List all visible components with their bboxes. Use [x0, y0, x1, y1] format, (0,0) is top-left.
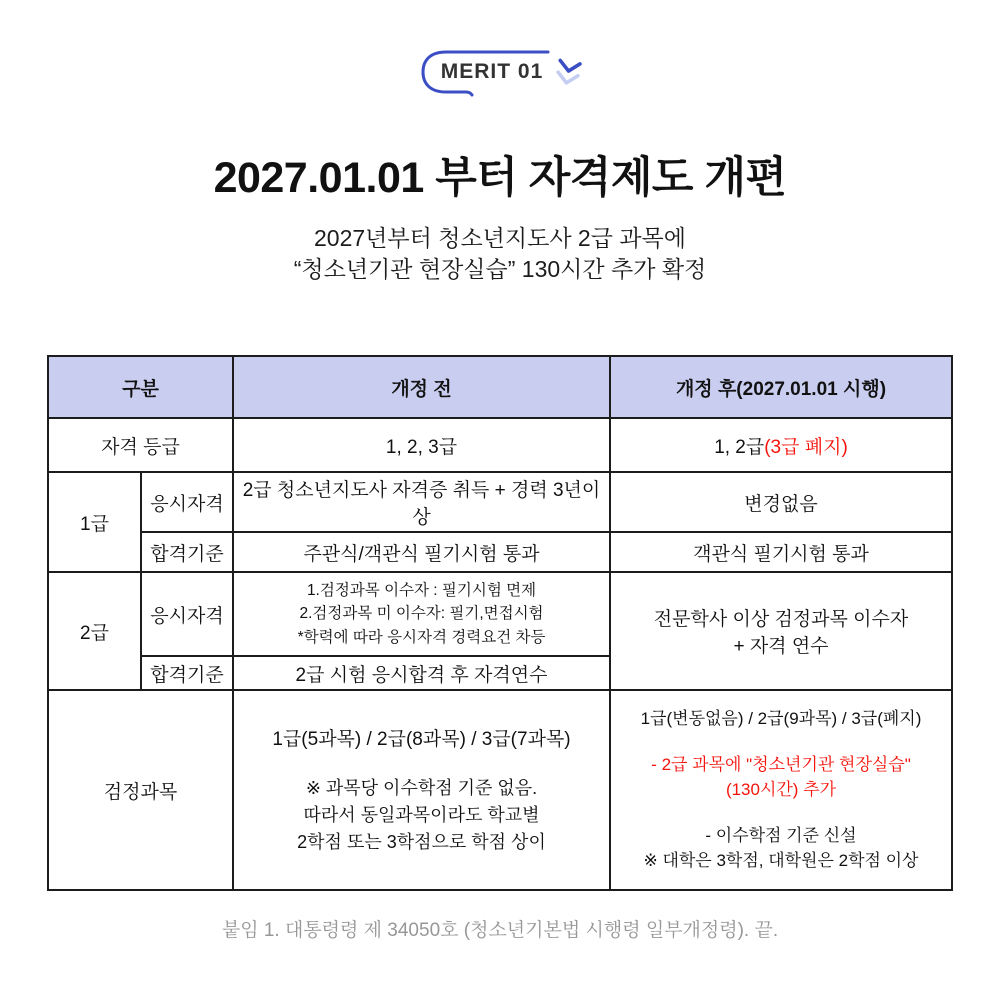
lv2-apply-before-line1: 1.검정과목 이수자 : 필기시험 면제	[306, 582, 537, 600]
cell-lv1-pass-after: 객관식 필기시험 통과	[610, 532, 952, 572]
row-lv2-apply	[48, 572, 952, 656]
row-grade	[48, 418, 952, 472]
subtitle-line-1: 2027년부터 청소년지도사 2급 과목에	[314, 225, 686, 251]
row-lv1-pass	[48, 532, 952, 572]
page-title: 2027.01.01 부터 자격제도 개편	[213, 154, 787, 202]
cell-grade-after	[610, 418, 952, 472]
merit-badge	[0, 46, 1000, 98]
revision-table-wrap	[0, 355, 1000, 891]
badge-frame	[418, 46, 552, 98]
subjects-after-red1: - 2급 과목에 "청소년기관 현장실습"	[651, 754, 911, 774]
subjects-after-red2: (130시간) 추가	[725, 780, 837, 800]
cell-subjects-label: 검정과목	[48, 690, 233, 890]
lv2-apply-before-line2: 2.검정과목 미 이수자: 필기,면접시험	[299, 605, 544, 623]
lv2-after-line1: 전문학사 이상 검정과목 이수자	[653, 609, 909, 631]
cell-lv2-apply-before	[233, 572, 610, 656]
grade-after-kept: 1, 2급	[714, 436, 765, 458]
cell-lv1-apply-after: 변경없음	[610, 472, 952, 532]
header-cell-category: 구분	[48, 356, 233, 418]
subjects-before-note3: 2학점 또는 3학점으로 학점 상이	[297, 832, 546, 853]
grade-after-removed: (3급 폐지)	[764, 436, 848, 458]
subjects-after-note2: ※ 대학은 3학점, 대학원은 2학점 이상	[643, 851, 919, 871]
cell-lv1-apply-label: 응시자격	[141, 472, 233, 532]
cell-lv1-apply-before: 2급 청소년지도사 자격증 취득 + 경력 3년이상	[233, 472, 610, 532]
table-header-row	[48, 356, 952, 418]
double-chevron-down-icon	[551, 56, 584, 92]
lv2-after-line2: + 자격 연수	[733, 636, 829, 658]
header-cell-before: 개정 전	[233, 356, 610, 418]
cell-subjects-before	[233, 690, 610, 890]
subtitle	[0, 223, 1000, 285]
subjects-before-note2: 따라서 동일과목이라도 학교별	[303, 805, 540, 826]
cell-lv2-after	[610, 572, 952, 690]
subjects-after-note1: - 이수학점 기준 신설	[705, 825, 857, 845]
lv2-apply-before-line3: *학력에 따라 응시자격 경력요건 차등	[297, 628, 546, 646]
row-lv1-apply	[48, 472, 952, 532]
subjects-after-line1: 1급(변동없음) / 2급(9과목) / 3급(폐지)	[640, 709, 922, 729]
row-subjects	[48, 690, 952, 890]
cell-grade-before: 1, 2, 3급	[233, 418, 610, 472]
header-cell-after: 개정 후(2027.01.01 시행)	[610, 356, 952, 418]
cell-lv1-label: 1급	[48, 472, 141, 572]
cell-lv2-label: 2급	[48, 572, 141, 690]
revision-comparison-table	[47, 355, 953, 891]
attachment-note: 붙임 1. 대통령령 제 34050호 (청소년기본법 시행령 일부개정령). 끝.	[221, 920, 779, 942]
cell-lv2-apply-label: 응시자격	[141, 572, 233, 656]
subjects-before-line1: 1급(5과목) / 2급(8과목) / 3급(7과목)	[272, 729, 571, 751]
cell-lv1-pass-label: 합격기준	[141, 532, 233, 572]
subtitle-line-2: “청소년기관 현장실습” 130시간 추가 확정	[293, 256, 707, 283]
cell-lv2-pass-before: 2급 시험 응시합격 후 자격연수	[233, 656, 610, 690]
badge-label: MERIT 01	[440, 60, 544, 83]
cell-lv2-pass-label: 합격기준	[141, 656, 233, 690]
cell-lv1-pass-before: 주관식/객관식 필기시험 통과	[233, 532, 610, 572]
cell-grade-label: 자격 등급	[48, 418, 233, 472]
subjects-before-note1: ※ 과목당 이수학점 기준 없음.	[305, 778, 538, 799]
cell-subjects-after	[610, 690, 952, 890]
